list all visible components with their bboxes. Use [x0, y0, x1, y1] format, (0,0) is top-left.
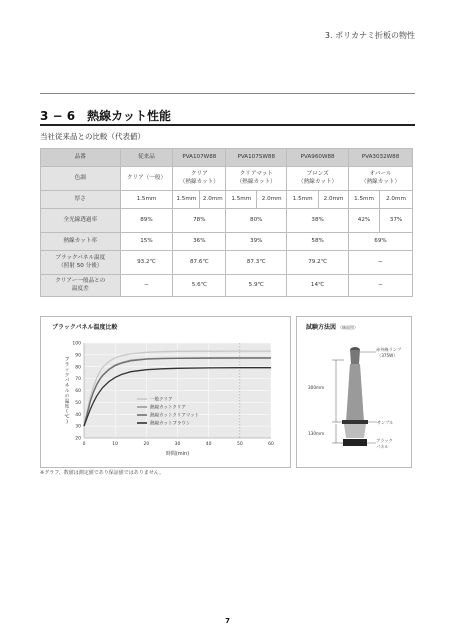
- y-tick-label: 40: [75, 412, 81, 418]
- cell-thickness: 1.5mm: [287, 191, 319, 209]
- legend-label: 熱線カットクリア: [150, 405, 186, 411]
- x-tick-label: 10: [112, 442, 119, 447]
- y-axis-label-char: 度: [64, 404, 70, 410]
- cell-heat-cut: 36%: [173, 233, 226, 251]
- section-title: 3 − 6 熱線カット性能: [40, 109, 171, 123]
- infrared-beam: [346, 364, 364, 422]
- x-tick-label: 30: [174, 442, 181, 447]
- lower-chamber: [344, 424, 366, 438]
- cell-black-panel: 87.6℃: [173, 251, 226, 275]
- distance-upper-label: 300mm: [308, 385, 325, 390]
- y-axis-label-char: ク: [64, 373, 70, 379]
- x-tick-label: 60: [268, 442, 274, 447]
- temperature-chart: [40, 316, 291, 468]
- cell-black-panel: 93.2℃: [120, 251, 173, 275]
- cell-heat-cut: 39%: [226, 233, 287, 251]
- col-header-pva107w88: PVA107W88: [173, 149, 226, 167]
- x-tick-label: 0: [82, 442, 86, 447]
- cell-heat-cut: 58%: [287, 233, 349, 251]
- cell-thickness: 2.0mm: [319, 191, 349, 209]
- table-row-color: [41, 167, 413, 191]
- header-rule: [40, 93, 415, 94]
- table-header-row: [41, 149, 413, 167]
- method-title: 試験方法図: [306, 324, 337, 331]
- y-axis-label-char: ラ: [64, 362, 70, 368]
- legend-label: 一般クリア: [150, 397, 173, 403]
- cell-thickness: 1.5mm: [173, 191, 200, 209]
- cell-black-panel: 87.3℃: [226, 251, 287, 275]
- lamp-label: 赤外線ランプ: [376, 347, 402, 352]
- row-label-thickness: 厚さ: [41, 191, 121, 209]
- cell-color-conventional: クリア（一般）: [120, 167, 173, 191]
- table-row-black-panel: [41, 251, 413, 275]
- y-axis-label-char: ): [66, 420, 68, 426]
- cell-transmittance: 89%: [120, 209, 173, 233]
- cell-black-panel: −: [349, 251, 413, 275]
- y-tick-label: 60: [75, 389, 81, 394]
- x-tick-label: 50: [236, 442, 243, 447]
- y-axis-label-char: (: [66, 409, 68, 415]
- row-label-temp-diff: クリアー一般品との 温度差: [41, 275, 121, 297]
- cell-thickness: 2.0mm: [257, 191, 287, 209]
- table-row-temp-diff: [41, 275, 413, 297]
- cell-thickness: 2.0mm: [379, 191, 412, 209]
- y-tick-label: 100: [72, 341, 81, 347]
- sample-label: サンプル: [377, 420, 394, 425]
- cell-color-pva3032w88: オパール （熱線カット）: [349, 167, 413, 191]
- section-subtitle: 当社従来品との比較（代表値）: [40, 132, 145, 141]
- y-axis-label-char: ル: [64, 388, 70, 394]
- method-title-note: （側面図）: [338, 325, 358, 330]
- cell-temp-diff: −: [349, 275, 413, 297]
- y-tick-label: 20: [75, 436, 81, 442]
- table-row-heat-cut: [41, 233, 413, 251]
- table-row-thickness: [41, 191, 413, 209]
- x-axis-label: 時間(min): [165, 451, 190, 457]
- col-header-pva107sw88: PVA107SW88: [226, 149, 287, 167]
- col-header-pva960w88: PVA960W88: [287, 149, 349, 167]
- y-tick-label: 70: [75, 377, 81, 383]
- y-axis-label-char: ネ: [64, 383, 70, 389]
- col-header-conventional: 従来品: [120, 149, 173, 167]
- row-label-color: 色調: [41, 167, 121, 191]
- table-row-transmittance: [41, 209, 413, 233]
- lamp-wattage: （375W）: [377, 353, 398, 358]
- panel-label-1: ブラック: [376, 438, 393, 443]
- cell-temp-diff: −: [120, 275, 173, 297]
- page-number: 7: [225, 617, 230, 625]
- y-axis-label-char: 温: [64, 399, 70, 405]
- infrared-lamp-icon: [350, 350, 360, 364]
- cell-black-panel: 79.2℃: [287, 251, 349, 275]
- footnote: ※グラフ、数値は測定値であり保証値ではありません。: [40, 470, 165, 476]
- cell-transmittance: 37%: [379, 209, 412, 233]
- cell-color-pva107w88: クリア （熱線カット）: [173, 167, 226, 191]
- col-header-product: 品番: [41, 149, 121, 167]
- cell-temp-diff: 14℃: [287, 275, 349, 297]
- row-label-black-panel: ブラックパネル温度 （照射 50 分後）: [41, 251, 121, 275]
- legend-label: 熱線カットクリアマット: [150, 413, 200, 419]
- y-axis-label-char: ℃: [64, 414, 70, 420]
- cell-transmittance: 38%: [287, 209, 349, 233]
- cell-heat-cut: 69%: [349, 233, 413, 251]
- cell-temp-diff: 5.9℃: [226, 275, 287, 297]
- test-method-diagram: [296, 316, 412, 468]
- cell-thickness: 2.0mm: [200, 191, 226, 209]
- cell-transmittance: 80%: [226, 209, 287, 233]
- y-tick-label: 50: [75, 400, 81, 406]
- cell-thickness: 1.5mm: [226, 191, 257, 209]
- y-tick-label: 80: [75, 365, 81, 371]
- cell-color-pva960w88: ブロンズ （熱線カット）: [287, 167, 349, 191]
- row-label-heat-cut: 熱線カット率: [41, 233, 121, 251]
- y-axis-label-char: の: [64, 394, 70, 400]
- cell-color-pva107sw88: クリアマット （熱線カット）: [226, 167, 287, 191]
- sample-plate: [342, 420, 368, 424]
- panel-label-2: パネル: [376, 444, 389, 449]
- cell-thickness: 1.5mm: [349, 191, 380, 209]
- cell-transmittance: 78%: [173, 209, 226, 233]
- col-header-pva3032w88: PVA3032W88: [349, 149, 413, 167]
- cell-transmittance: 42%: [349, 209, 380, 233]
- section-rule: [40, 124, 415, 126]
- chart-title: ブラックパネル温度比較: [52, 324, 118, 331]
- x-tick-label: 40: [205, 442, 212, 447]
- black-panel-block: [343, 439, 367, 446]
- y-axis-label-char: ッ: [64, 368, 70, 374]
- chapter-header: 3. ポリカナミ折板の物性: [324, 31, 415, 40]
- distance-lower-label: 130mm: [308, 431, 325, 436]
- row-label-transmittance: 全光線透過率: [41, 209, 121, 233]
- y-tick-label: 90: [75, 353, 81, 359]
- comparison-table: [40, 148, 413, 297]
- cell-heat-cut: 15%: [120, 233, 173, 251]
- y-axis-label-char: パ: [64, 378, 70, 384]
- legend-label: 熱線カットブラウン: [150, 421, 191, 427]
- cell-temp-diff: 5.6℃: [173, 275, 226, 297]
- cell-thickness: 1.5mm: [120, 191, 173, 209]
- x-tick-label: 20: [143, 442, 150, 447]
- y-axis-label-char: ブ: [64, 357, 70, 363]
- y-tick-label: 30: [75, 424, 81, 430]
